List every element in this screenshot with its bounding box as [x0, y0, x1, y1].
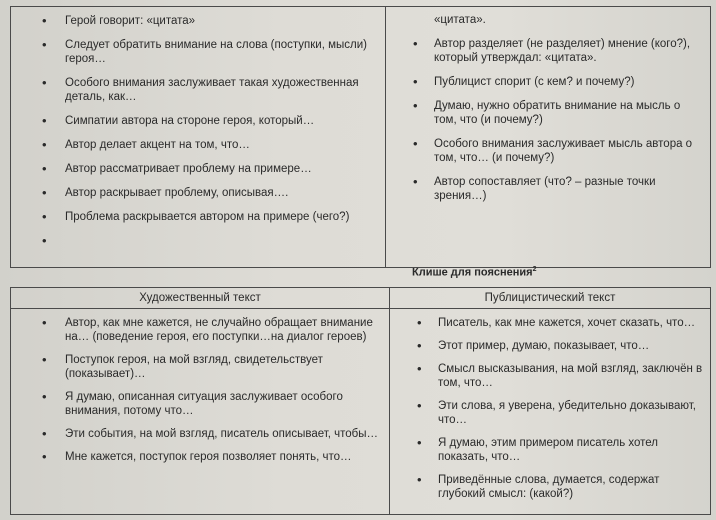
list-item: • Эти события, на мой взгляд, писатель описывает, чтобы…	[11, 427, 389, 441]
list-item: • Я думаю, описанная ситуация заслуживает особого внимания, потому что…	[11, 390, 389, 418]
list-item: • Мне кажется, поступок героя позволяет понять, что…	[11, 450, 389, 464]
list-item: • Автор рассматривает проблему на примере…	[11, 162, 385, 176]
cliche-table-top	[10, 6, 711, 268]
list-item: • Этот пример, думаю, показывает, что…	[390, 339, 710, 353]
top-right-items	[386, 37, 710, 203]
list-item: • Поступок героя, на мой взгляд, свидетельствует (показывает)…	[11, 353, 389, 381]
list-item: • Автор сопоставляет (что? – разные точки зрения…)	[386, 175, 710, 203]
list-item: • Следует обратить внимание на слова (поступки, мысли) героя…	[11, 38, 385, 66]
list-item: • Публицист спорит (с кем? и почему?)	[386, 75, 710, 89]
list-item: • Эти слова, я уверена, убедительно доказывают, что…	[390, 399, 710, 427]
list-item: • Герой говорит: «цитата»	[11, 14, 385, 28]
header-artistic-text: Художественный текст	[11, 288, 390, 309]
top-right-cell	[386, 7, 711, 268]
table-caption	[412, 266, 537, 279]
top-left-list	[11, 7, 385, 224]
bottom-right-list	[390, 309, 710, 501]
list-item: • Автор раскрывает проблему, описывая….	[11, 186, 385, 200]
cliche-table-bottom	[10, 287, 711, 515]
bottom-right-cell	[390, 309, 711, 515]
list-item-continuation: «цитата».	[434, 14, 486, 26]
bottom-left-cell	[11, 309, 390, 515]
top-left-cell	[11, 7, 386, 268]
caption-text: Клише для пояснения	[412, 266, 533, 279]
list-item: • Симпатии автора на стороне героя, который…	[11, 114, 385, 128]
list-item: • Думаю, нужно обратить внимание на мысль о том, что (и почему?)	[386, 99, 710, 127]
list-item: • Писатель, как мне кажется, хочет сказать, что…	[390, 316, 710, 330]
list-item: • Смысл высказывания, на мой взгляд, заключён в том, что…	[390, 362, 710, 390]
list-item: • Автор делает акцент на том, что…	[11, 138, 385, 152]
list-item: • Проблема раскрывается автором на примере (чего?)	[11, 210, 385, 224]
header-publicistic-text: Публицистический текст	[390, 288, 711, 309]
caption-footnote-mark: 2	[532, 266, 537, 273]
top-right-list	[386, 7, 710, 27]
list-item: • Особого внимания заслуживает такая художественная деталь, как…	[11, 76, 385, 104]
list-item: • Автор, как мне кажется, не случайно обращает внимание на… (поведение героя, его поступки…на диалог героев)	[11, 316, 389, 344]
list-item: • Автор разделяет (не разделяет) мнение (кого?), который утверждал: «цитата».	[386, 37, 710, 65]
list-item: • Приведённые слова, думается, содержат глубокий смысл: (какой?)	[390, 473, 710, 501]
list-item: • Я думаю, этим примером писатель хотел показать, что…	[390, 436, 710, 464]
list-item: • Особого внимания заслуживает мысль автора о том, что… (и почему?)	[386, 137, 710, 165]
bottom-left-list	[11, 309, 389, 464]
